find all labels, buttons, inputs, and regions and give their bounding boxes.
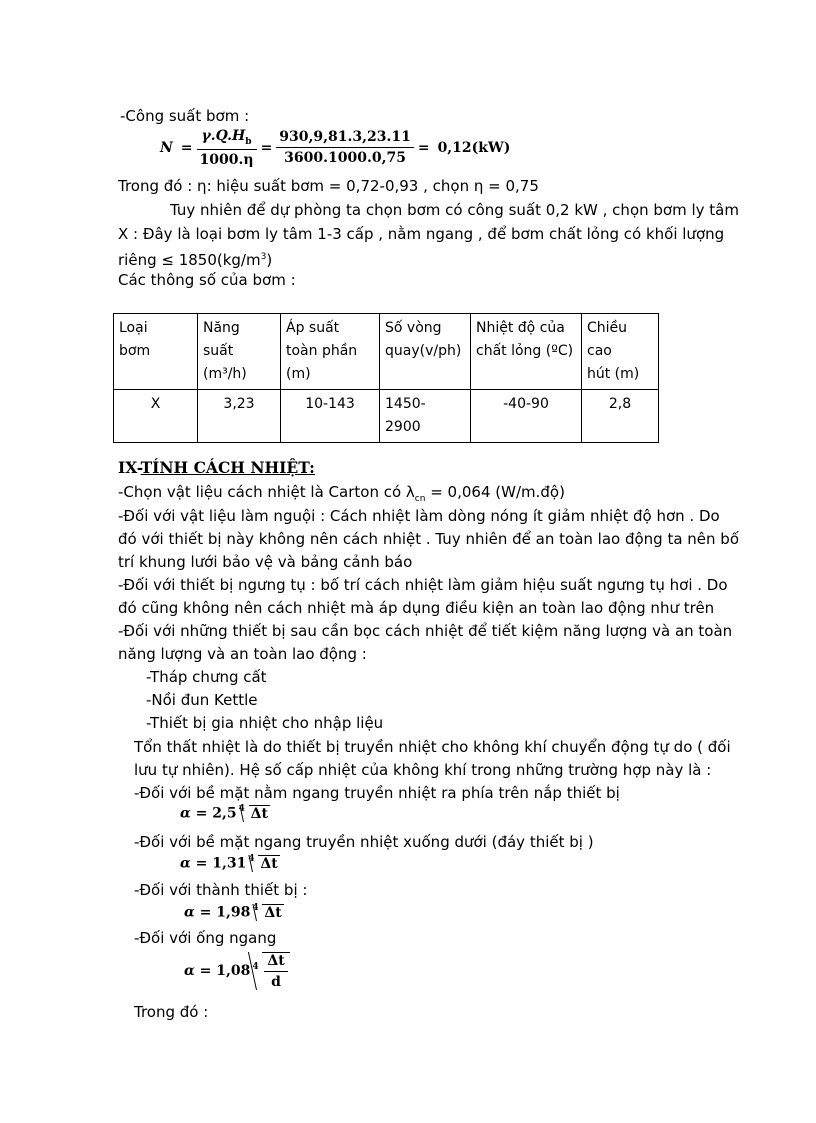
text-line: -Đối với vật liệu làm nguội : Cách nhiệt làm dòng nóng ít giảm nhiệt độ hơn . Do xyxy=(118,507,720,525)
section-heading: IX-TÍNH CÁCH NHIỆT: xyxy=(118,458,315,477)
case-label-1: -Đối với bề mặt nằm ngang truyền nhiệt ra phía trên nắp thiết bị xyxy=(134,784,620,802)
text-line: lưu tự nhiên). Hệ số cấp nhiệt của không khí trong những trường hợp này là : xyxy=(134,761,712,779)
header-cell-pressure: Áp suất toàn phần (m) xyxy=(281,314,380,390)
cell-rpm: 1450- 2900 xyxy=(380,390,471,443)
cell-temperature: -40-90 xyxy=(471,390,582,443)
cell-pressure: 10-143 xyxy=(281,390,380,443)
cell-type: X xyxy=(114,390,198,443)
pump-params-label: Các thông số của bơm : xyxy=(118,271,296,289)
case-label-3: -Đối với thành thiết bị : xyxy=(134,881,308,899)
insulation-material-line: -Chọn vật liệu cách nhiệt là Carton có $\lambda_{cn} = 0,064$ (W/m.độ) xyxy=(118,483,565,504)
text-line: đó cũng không nên cách nhiệt mà áp dụng điều kiện an toàn lao động như trên xyxy=(118,599,715,617)
header-cell-type: Loại bơm xyxy=(114,314,198,390)
alpha-formula-2: α = 1,31 4 Δt xyxy=(180,854,278,872)
header-cell-rpm: Số vòng quay(v/ph) xyxy=(380,314,471,390)
formula-lhs: N xyxy=(160,139,173,156)
cell-capacity: 3,23 xyxy=(198,390,281,443)
where-label: Trong đó : xyxy=(134,1003,209,1021)
efficiency-line: Trong đó : η: hiệu suất bơm = 0,72-0,93 , chọn η = 0,75 xyxy=(118,177,539,195)
pump-paragraph-1: Tuy nhiên để dự phòng ta chọn bơm có công suất 0,2 kW , chọn bơm ly tâm xyxy=(170,201,739,219)
pump-spec-table xyxy=(113,313,659,443)
pump-power-formula: N = $\frac{\gamma.Q.H_b}{1000.\eta}$ = $\frac{930,9,81.3,23.11}{3600.1000.0,75}$ = 0,12(kW) xyxy=(160,128,511,168)
table-header-row xyxy=(114,314,659,390)
formula-fraction-1: $\frac{\gamma.Q.H_b}{1000.\eta}$ xyxy=(197,128,257,168)
pump-paragraph-3: riêng ≤ $1850(kg/m^3)$ xyxy=(118,251,273,269)
power-label: -Công suất bơm : xyxy=(120,107,250,125)
alpha-formula-4: α = 1,08 4 $\frac{\Delta t}{d}$ xyxy=(184,952,290,990)
formula-fraction-2: $\frac{930,9,81.3,23.11}{3600.1000.0,75}$ xyxy=(276,129,414,166)
alpha-formula-3: α = 1,98 4 Δt xyxy=(184,903,282,921)
text-line: -Đối với những thiết bị sau cần bọc cách nhiệt để tiết kiệm năng lượng và an toàn xyxy=(118,622,733,640)
header-cell-temperature: Nhiệt độ của chất lỏng (ºC) xyxy=(471,314,582,390)
case-label-2: -Đối với bề mặt ngang truyền nhiệt xuống dưới (đáy thiết bị ) xyxy=(134,833,594,851)
text-line: -Đối với thiết bị ngưng tụ : bố trí cách nhiệt làm giảm hiệu suất ngưng tụ hơi . Do xyxy=(118,576,728,594)
list-item: -Thiết bị gia nhiệt cho nhập liệu xyxy=(146,714,384,732)
cell-suction-height: 2,8 xyxy=(582,390,659,443)
case-label-4: -Đối với ống ngang xyxy=(134,929,277,947)
text-line: đó với thiết bị này không nên cách nhiệt . Tuy nhiên để an toàn lao động ta nên bố xyxy=(118,530,740,548)
text-line: trí khung lưới bảo vệ và bảng cảnh báo xyxy=(118,553,413,571)
header-cell-suction-height: Chiều cao hút (m) xyxy=(582,314,659,390)
header-cell-capacity: Năng suất (m³/h) xyxy=(198,314,281,390)
table-row xyxy=(114,390,659,443)
text-line: Tổn thất nhiệt là do thiết bị truyền nhiệt cho không khí chuyển động tự do ( đối xyxy=(134,738,731,756)
alpha-formula-1: α = 2,5 4 Δt xyxy=(180,804,268,822)
list-item: -Tháp chưng cất xyxy=(146,668,267,686)
list-item: -Nồi đun Kettle xyxy=(146,691,258,709)
pump-paragraph-2: X : Đây là loại bơm ly tâm 1-3 cấp , nằm ngang , để bơm chất lỏng có khối lượng xyxy=(118,225,725,243)
text-line: năng lượng và an toàn lao động : xyxy=(118,645,367,663)
formula-result: 0,12(kW) xyxy=(437,139,511,156)
